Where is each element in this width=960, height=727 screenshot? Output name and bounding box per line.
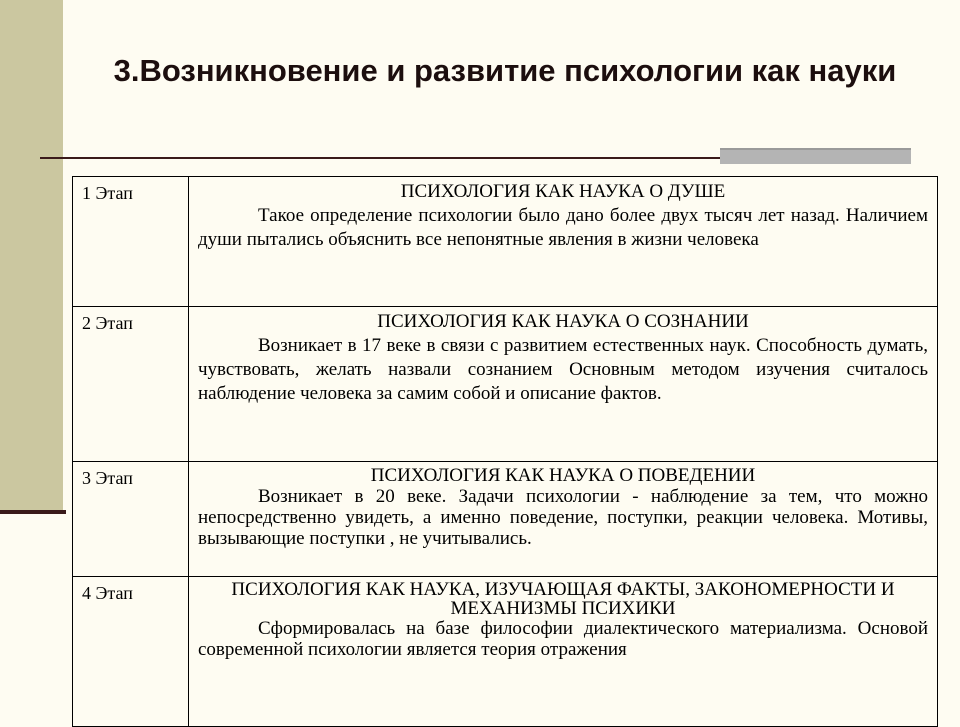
table-row xyxy=(73,462,938,577)
stage-heading: ПСИХОЛОГИЯ КАК НАУКА О СОЗНАНИИ xyxy=(377,311,749,332)
slide-title: 3.Возникновение и развитие психологии как науки xyxy=(113,53,897,88)
stage-label: 4 Этап xyxy=(73,577,189,727)
stage-description: Сформировалась на базе философии диалектического материализма. Основой современной психологии является теория отражения xyxy=(198,618,928,660)
table-row xyxy=(73,177,938,307)
stage-label: 2 Этап xyxy=(73,307,189,462)
title-accent-bar xyxy=(720,150,911,164)
stage-content xyxy=(189,307,938,462)
stage-heading: ПСИХОЛОГИЯ КАК НАУКА О ДУШЕ xyxy=(400,181,726,202)
stage-label: 1 Этап xyxy=(73,177,189,307)
stage-heading: ПСИХОЛОГИЯ КАК НАУКА О ПОВЕДЕНИИ xyxy=(370,465,756,486)
left-bar-rule xyxy=(0,510,66,514)
stage-description: Такое определение психологии было дано более двух тысяч лет назад. Наличием души пытались объяснить все непонятные явления в жизни человека xyxy=(198,205,928,250)
table-row xyxy=(73,577,938,727)
stage-description: Возникает в 20 веке. Задачи психологии - наблюдение за тем, что можно непосредственно увидеть, а именно поведение, поступки, реакции человека. Мотивы, вызывающие поступки , не учитывались. xyxy=(198,486,928,549)
stage-label: 3 Этап xyxy=(73,462,189,577)
stage-content xyxy=(189,177,938,307)
stage-heading: ПСИХОЛОГИЯ КАК НАУКА, ИЗУЧАЮЩАЯ ФАКТЫ, ЗАКОНОМЕРНОСТИ И МЕХАНИЗМЫ ПСИХИКИ xyxy=(231,579,895,619)
stages-table xyxy=(72,176,938,727)
table-row xyxy=(73,307,938,462)
stage-description: Возникает в 17 веке в связи с развитием естественных наук. Способность думать, чувствовать, желать назвали сознанием Основным методом изучения считалось наблюдение человека за самим собой и описание фактов. xyxy=(198,335,928,404)
stage-content xyxy=(189,577,938,727)
stage-content xyxy=(189,462,938,577)
left-decorative-bar xyxy=(0,0,63,510)
